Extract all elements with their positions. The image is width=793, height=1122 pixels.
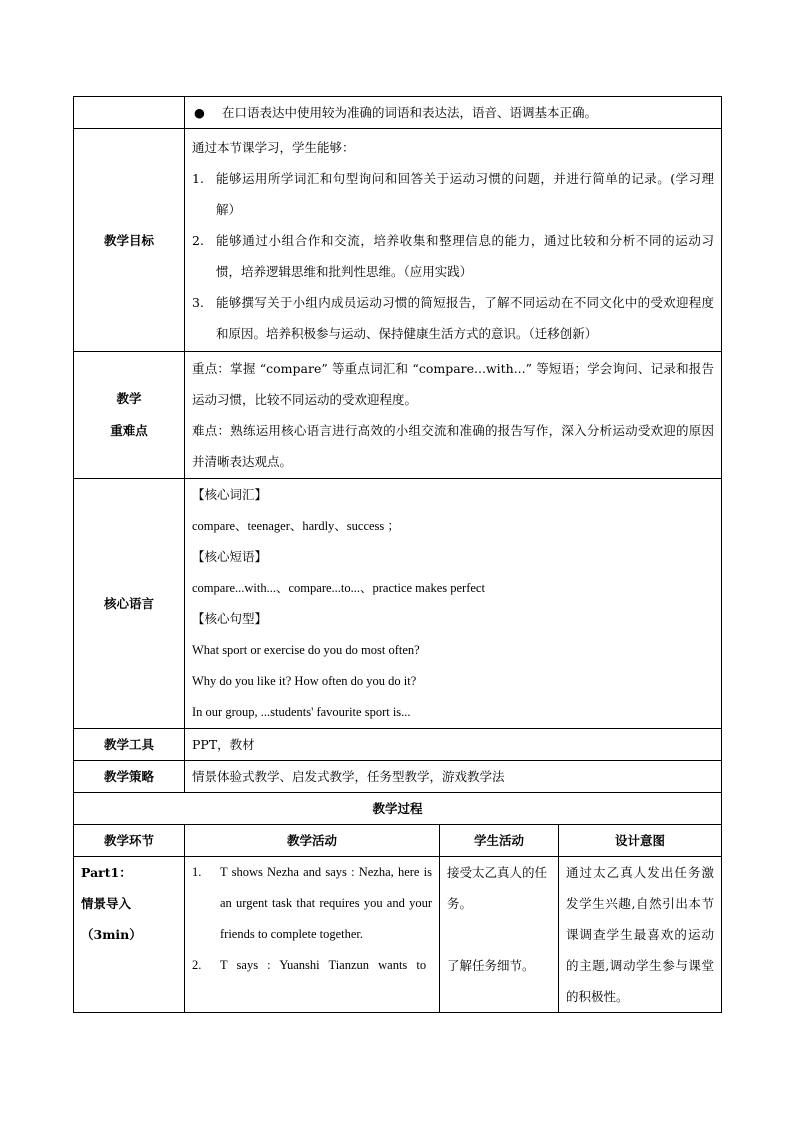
header-teacher-activity: 教学活动 — [185, 825, 440, 857]
key-points-label-line1: 教学 — [116, 391, 142, 406]
strategy-row — [74, 761, 722, 793]
tools-value: PPT，教材 — [185, 729, 722, 761]
objectives-intro: 通过本节课学习，学生能够： — [192, 139, 355, 155]
core-language-row — [74, 479, 722, 729]
teacher-activity-item — [192, 857, 432, 950]
activity-number: 1. — [192, 865, 202, 879]
core-language-label: 核心语言 — [74, 479, 185, 729]
part1-stage-cell — [74, 857, 185, 1013]
process-title-row — [74, 793, 722, 825]
process-part1-row — [74, 857, 722, 1013]
part1-time: （3min） — [81, 927, 142, 942]
key-points-label-line2: 重难点 — [110, 423, 148, 438]
vocab-heading: 【核心词汇】 — [192, 487, 268, 502]
header-stage: 教学环节 — [74, 825, 185, 857]
bullet-text: 在口语表达中使用较为准确的词语和表达法，语音、语调基本正确。 — [222, 105, 598, 120]
continuation-row — [74, 97, 722, 129]
objectives-content — [185, 129, 722, 352]
activity-text: T shows Nezha and says : Nezha, here is an urgent task that requires you and your friends to complete together. — [220, 865, 432, 941]
vocab-list: compare、teenager、hardly、success ； — [192, 518, 400, 533]
key-points-row — [74, 352, 722, 479]
sentence-item: Why do you like it? How often do you do it? — [192, 673, 417, 688]
sentence-item: In our group, ...students' favourite sport is... — [192, 704, 411, 719]
objectives-label: 教学目标 — [74, 129, 185, 352]
tools-row — [74, 729, 722, 761]
process-header-row — [74, 825, 722, 857]
objective-text: 能够运用所学词汇和句型询问和回答关于运动习惯的问题，并进行简单的记录。(学习理解） — [216, 170, 715, 217]
part1-teacher-activity — [185, 857, 440, 1013]
activity-text: T says : Yuanshi Tianzun wants to — [220, 958, 427, 972]
activity-number: 2. — [192, 958, 202, 972]
teacher-activity-item — [192, 950, 432, 981]
key-points-label — [74, 352, 185, 479]
objectives-row — [74, 129, 722, 352]
lesson-plan-table — [73, 96, 722, 1013]
student-activity-2: 了解任务细节。 — [447, 958, 535, 973]
objective-number: 1. — [192, 170, 204, 186]
strategy-value: 情景体验式教学、启发式教学，任务型教学，游戏教学法 — [185, 761, 722, 793]
difficulty-text: 难点：熟练运用核心语言进行高效的小组交流和准确的报告写作，深入分析运动受欢迎的原因并清晰表达观点。 — [192, 423, 715, 469]
focus-text: 重点：掌握 “compare” 等重点词汇和 “compare...with...” 等短语；学会询问、记录和报告运动习惯，比较不同运动的受欢迎程度。 — [192, 361, 715, 407]
objective-number: 2. — [192, 232, 204, 248]
objective-item — [192, 163, 714, 225]
objective-text: 能够通过小组合作和交流，培养收集和整理信息的能力，通过比较和分析不同的运动习惯，培养逻辑思维和批判性思维。（应用实践） — [216, 232, 715, 279]
phrase-heading: 【核心短语】 — [192, 549, 268, 564]
process-title: 教学过程 — [74, 793, 722, 825]
bullet-icon: ● — [194, 105, 205, 120]
student-activity-1: 接受太乙真人的任务。 — [447, 865, 548, 911]
header-student-activity: 学生活动 — [440, 825, 559, 857]
part1-stage: 情景导入 — [81, 896, 132, 911]
objective-item — [192, 225, 714, 287]
tools-label: 教学工具 — [74, 729, 185, 761]
key-points-content — [185, 352, 722, 479]
objective-number: 3. — [192, 294, 204, 310]
continuation-text-cell — [185, 97, 722, 129]
empty-label-cell — [74, 97, 185, 129]
objective-item — [192, 287, 714, 349]
sentence-heading: 【核心句型】 — [192, 611, 268, 626]
part1-name: Part1： — [81, 865, 132, 880]
core-language-content — [185, 479, 722, 729]
strategy-label: 教学策略 — [74, 761, 185, 793]
part1-student-activity — [440, 857, 559, 1013]
part1-design-intent: 通过太乙真人发出任务激发学生兴趣,自然引出本节课调查学生最喜欢的运动的主题,调动学生参与课堂的积极性。 — [559, 857, 722, 1013]
header-design-intent: 设计意图 — [559, 825, 722, 857]
sentence-item: What sport or exercise do you do most often? — [192, 642, 420, 657]
objective-text: 能够撰写关于小组内成员运动习惯的简短报告，了解不同运动在不同文化中的受欢迎程度和原因。培养积极参与运动、保持健康生活方式的意识。（迁移创新） — [216, 294, 715, 341]
phrase-list: compare...with...、compare...to...、practice makes perfect — [192, 580, 485, 595]
